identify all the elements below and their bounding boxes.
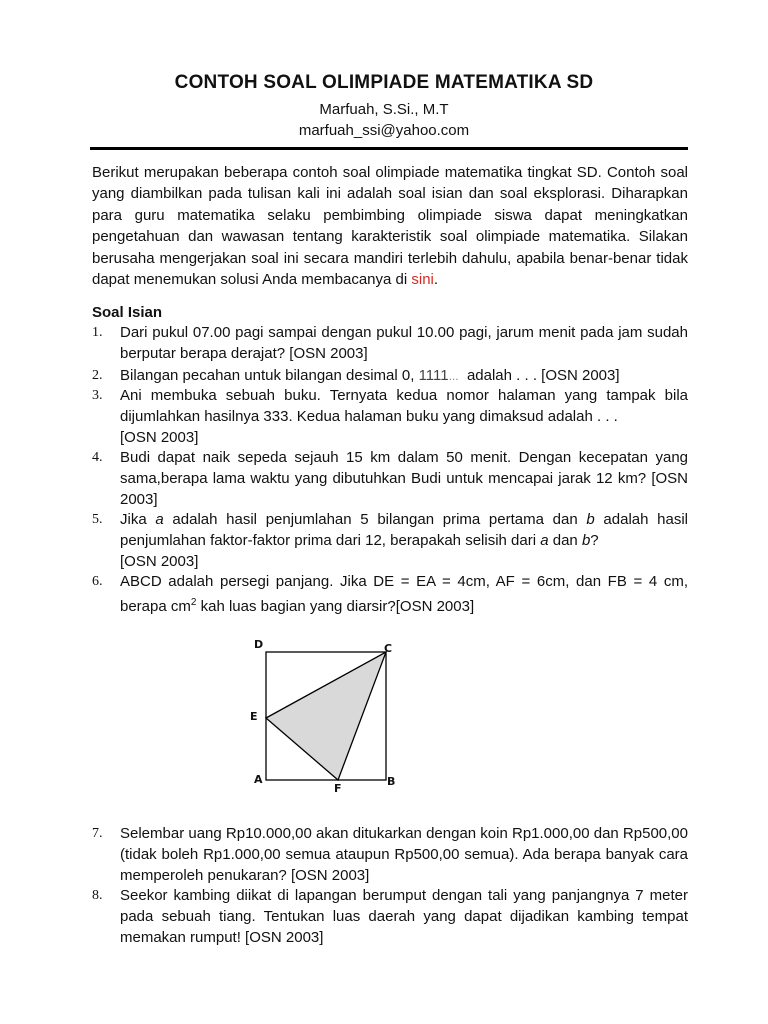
- question-2: [92, 366, 688, 387]
- question-text-part: adalah hasil penjumlahan 5 bilangan prima pertama dan: [163, 511, 587, 528]
- variable-b: b: [586, 511, 595, 528]
- variable-a: a: [540, 531, 549, 549]
- question-source-tag: [OSN 2003]: [120, 428, 199, 446]
- intro-end: .: [433, 271, 439, 289]
- rectangle-diagram: [240, 634, 410, 799]
- diagram-svg: [240, 634, 410, 799]
- vertex-label-b: B: [387, 775, 396, 788]
- question-text: Ani membuka sebuah buku. Ternyata kedua nomor halaman yang tampak bila dijumlahkan hasilnya 333. Kedua halaman buku yang dimaksud adalah . . .: [120, 387, 688, 425]
- question-number: 5.: [92, 512, 103, 527]
- question-8: [92, 886, 688, 948]
- repeating-decimal: 1111: [418, 367, 449, 384]
- variable-a: a: [155, 511, 164, 528]
- vertex-label-a: A: [254, 773, 263, 786]
- document-title: CONTOH SOAL OLIMPIADE MATEMATIKA SD: [174, 72, 594, 93]
- intro-paragraph: [92, 162, 688, 290]
- vertex-label-e: E: [250, 710, 258, 723]
- section-heading: Soal Isian: [92, 304, 163, 321]
- question-5: [92, 510, 688, 572]
- question-4: [92, 448, 688, 510]
- question-number: 2.: [92, 368, 103, 383]
- variable-b: b: [581, 531, 591, 549]
- question-7: [92, 824, 688, 886]
- question-source-tag: [OSN 2003]: [120, 552, 199, 570]
- question-number: 3.: [92, 388, 103, 403]
- question-text-part: kah luas bagian yang diarsir?[OSN 2003]: [196, 597, 475, 615]
- superscript: 2: [190, 596, 197, 608]
- decimal-ellipsis: ...: [448, 369, 459, 383]
- shaded-triangle-ecf: [266, 652, 386, 780]
- question-text: Budi dapat naik sepeda sejauh 15 km dalam 50 menit. Dengan kecepatan yang sama,berapa lama waktu yang dibutuhkan Budi untuk mencapai jarak 12 km? [OSN 2003]: [120, 449, 688, 508]
- question-3: [92, 386, 688, 448]
- question-number: 8.: [92, 888, 103, 903]
- header-divider: [90, 147, 688, 150]
- author-email: marfuah_ssi@yahoo.com: [298, 122, 470, 139]
- question-text: [120, 572, 688, 618]
- author-name: Marfuah, S.Si., M.T: [319, 101, 449, 118]
- question-number: 1.: [92, 325, 103, 340]
- vertex-label-c: C: [384, 642, 393, 655]
- question-text-part: adalah . . . [OSN 2003]: [458, 367, 620, 384]
- vertex-label-f: F: [334, 782, 342, 795]
- question-text: Selembar uang Rp10.000,00 akan ditukarkan dengan koin Rp1.000,00 dan Rp500,00 (tidak boleh Rp1.000,00 semua ataupun Rp500,00 semua). Ada berapa banyak cara memperoleh penukaran? [OSN 2003]: [120, 825, 688, 884]
- question-text-part: dan: [548, 531, 582, 549]
- question-text: Seekor kambing diikat di lapangan berumput dengan tali yang panjangnya 7 meter pada sebuah tiang. Tentukan luas daerah yang dapat dijadikan kambing tempat memakan rumput! [OSN 2003]: [120, 887, 688, 946]
- question-text: Dari pukul 07.00 pagi sampai dengan pukul 10.00 pagi, jarum menit pada jam sudah berputar berapa derajat? [OSN 2003]: [120, 324, 688, 362]
- intro-text: Berikut merupakan beberapa contoh soal olimpiade matematika tingkat SD. Contoh soal yang diambilkan pada tulisan kali ini adalah soal isian dan soal eksplorasi. Diharapkan para guru matematika selaku pembimbing olimpiade siswa dapat meningkatkan pengetahuan dan wawasan tentang karakteristik soal olimpiade matematika. Silakan berusaha mengerjakan soal ini secara mandiri terlebih dahulu, apabila benar-benar tidak dapat menemukan solusi Anda membacanya di: [92, 164, 688, 289]
- question-text-part: adalah hasil penjumlahan faktor-faktor prima dari 12, berapakah selisih dari: [120, 511, 688, 549]
- question-1: [92, 323, 688, 365]
- question-text-part: Bilangan pecahan untuk bilangan desimal 0,: [120, 367, 419, 384]
- question-number: 7.: [92, 826, 103, 841]
- question-text: [120, 510, 688, 552]
- vertex-label-d: D: [254, 638, 264, 651]
- question-text: [120, 366, 688, 387]
- question-text-part: ?: [590, 531, 599, 549]
- question-text-part: Jika: [120, 511, 156, 528]
- question-number: 4.: [92, 450, 103, 465]
- question-6: [92, 572, 688, 618]
- solution-link[interactable]: sini: [411, 271, 434, 289]
- question-number: 6.: [92, 574, 103, 589]
- question-text-part: ABCD adalah persegi panjang. Jika DE = EA = 4cm, AF = 6cm, dan FB = 4 cm, berapa cm: [120, 573, 688, 615]
